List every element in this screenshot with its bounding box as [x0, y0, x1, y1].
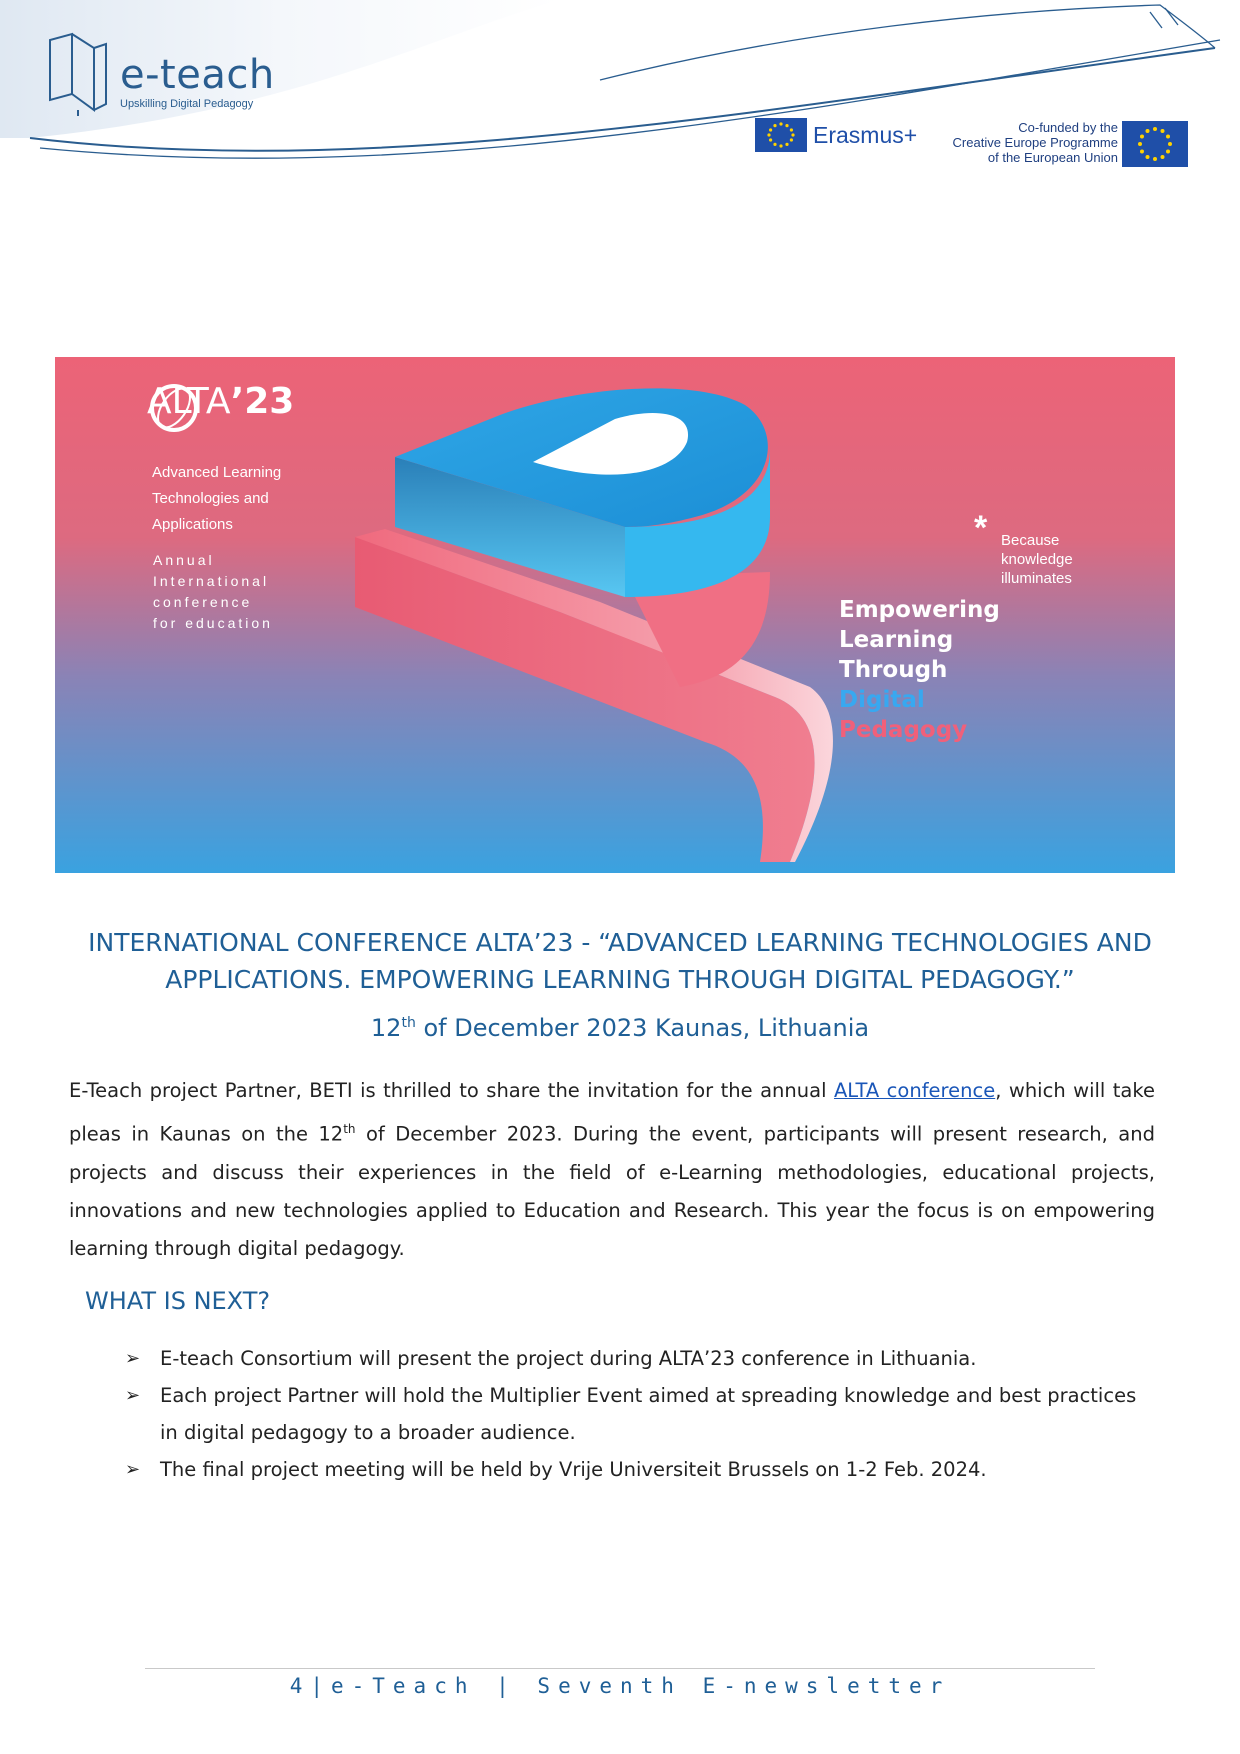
alta-annual-text [153, 550, 353, 634]
alta-conference-link[interactable]: ALTA conference [833, 1079, 996, 1102]
list-item-text: The final project meeting will be held by Vrije Universiteit Brussels on 1-2 Feb. 2024. [160, 1458, 987, 1481]
because-tagline [1001, 531, 1121, 588]
logo-subtitle: Upskilling Digital Pedagogy [120, 98, 254, 110]
alta-subtitle-line: Advanced Learning [152, 464, 282, 481]
page-header [0, 0, 1240, 190]
slogan-line: Digital [839, 687, 925, 713]
list-item-text: Each project Partner will hold the Multiplier Event aimed at spreading knowledge and best practices in digital pedagogy to a broader audience. [160, 1384, 1137, 1444]
para-text: , which will take pleas in Kaunas on the 12 [69, 1079, 1155, 1146]
erasmus-logo [755, 118, 917, 152]
slogan-line: Learning [839, 627, 954, 653]
slogan-line: Through [839, 657, 948, 683]
footer-divider [145, 1668, 1095, 1669]
alta-annual-line: International [153, 573, 270, 589]
slogan-line: Empowering [839, 597, 1000, 623]
alta-name-b: ’23 [230, 381, 295, 422]
because-line: knowledge [1001, 551, 1073, 568]
article-paragraph [69, 1072, 1155, 1268]
alta-annual-line: conference [153, 594, 253, 610]
arrow-bullet-icon: ➢ [125, 1385, 141, 1406]
alta-conference-banner [55, 357, 1175, 873]
list-item [125, 1377, 1145, 1451]
date-suffix: th [401, 1015, 416, 1031]
erasmus-label: Erasmus+ [813, 121, 918, 148]
because-line: illuminates [1001, 570, 1072, 587]
alta-annual-line: Annual [153, 552, 215, 568]
eu-flag-icon [755, 118, 807, 152]
empowering-slogan [839, 595, 1000, 745]
article-title-line: APPLICATIONS. EMPOWERING LEARNING THROUGH DIGITAL PEDAGOGY.” [165, 965, 1075, 994]
eu-flag-icon [1122, 121, 1188, 167]
book-icon [44, 30, 114, 120]
article-title-line: INTERNATIONAL CONFERENCE ALTA’23 - “ADVANCED LEARNING TECHNOLOGIES AND [88, 928, 1152, 957]
because-line: Because [1001, 532, 1060, 549]
page-footer: 4|e-Teach | Seventh E-newsletter [289, 1674, 951, 1698]
alta-name-a: ALTA [147, 381, 231, 422]
alta-subtitle-line: Applications [152, 516, 233, 533]
alta-logo [147, 381, 294, 422]
next-steps-list [125, 1340, 1145, 1488]
alta-subtitle-line: Technologies and [152, 490, 269, 507]
date-day: 12 [370, 1014, 402, 1042]
cofund-line: of the European Union [987, 150, 1118, 165]
para-text: of December 2023. During the event, participants will present research, and projects and discuss their experiences in the field of e-Learning methodologies, educational projects, innovations and new technologies applied to Education and Research. This year the focus is on empowering learning through digital pedagogy. [69, 1122, 1155, 1260]
list-item [125, 1340, 1145, 1377]
para-text: E-Teach project Partner, BETI is thrilled to share the invitation for the annual [69, 1079, 834, 1102]
date-rest: of December 2023 Kaunas, Lithuania [415, 1014, 870, 1042]
alta-annual-line: for education [153, 615, 273, 631]
event-date [70, 1014, 1170, 1042]
slogan-line: Pedagogy [839, 717, 968, 743]
asterisk-icon: * [974, 509, 988, 547]
article-title [70, 924, 1170, 998]
alta-subtitle [152, 460, 352, 538]
cofunded-logo [936, 116, 1196, 172]
what-is-next-heading: WHAT IS NEXT? [85, 1287, 271, 1315]
arrow-bullet-icon: ➢ [125, 1459, 141, 1480]
cofund-line: Creative Europe Programme [952, 135, 1118, 150]
para-sup: th [343, 1122, 356, 1136]
list-item [125, 1451, 1145, 1488]
alta-ring-icon [147, 381, 201, 435]
cofunded-text [936, 120, 1118, 165]
arrow-bullet-icon: ➢ [125, 1348, 141, 1369]
logo-text: e-teach [120, 52, 275, 98]
cofund-line: Co-funded by the [1018, 120, 1118, 135]
list-item-text: E-teach Consortium will present the project during ALTA’23 conference in Lithuania. [160, 1347, 977, 1370]
